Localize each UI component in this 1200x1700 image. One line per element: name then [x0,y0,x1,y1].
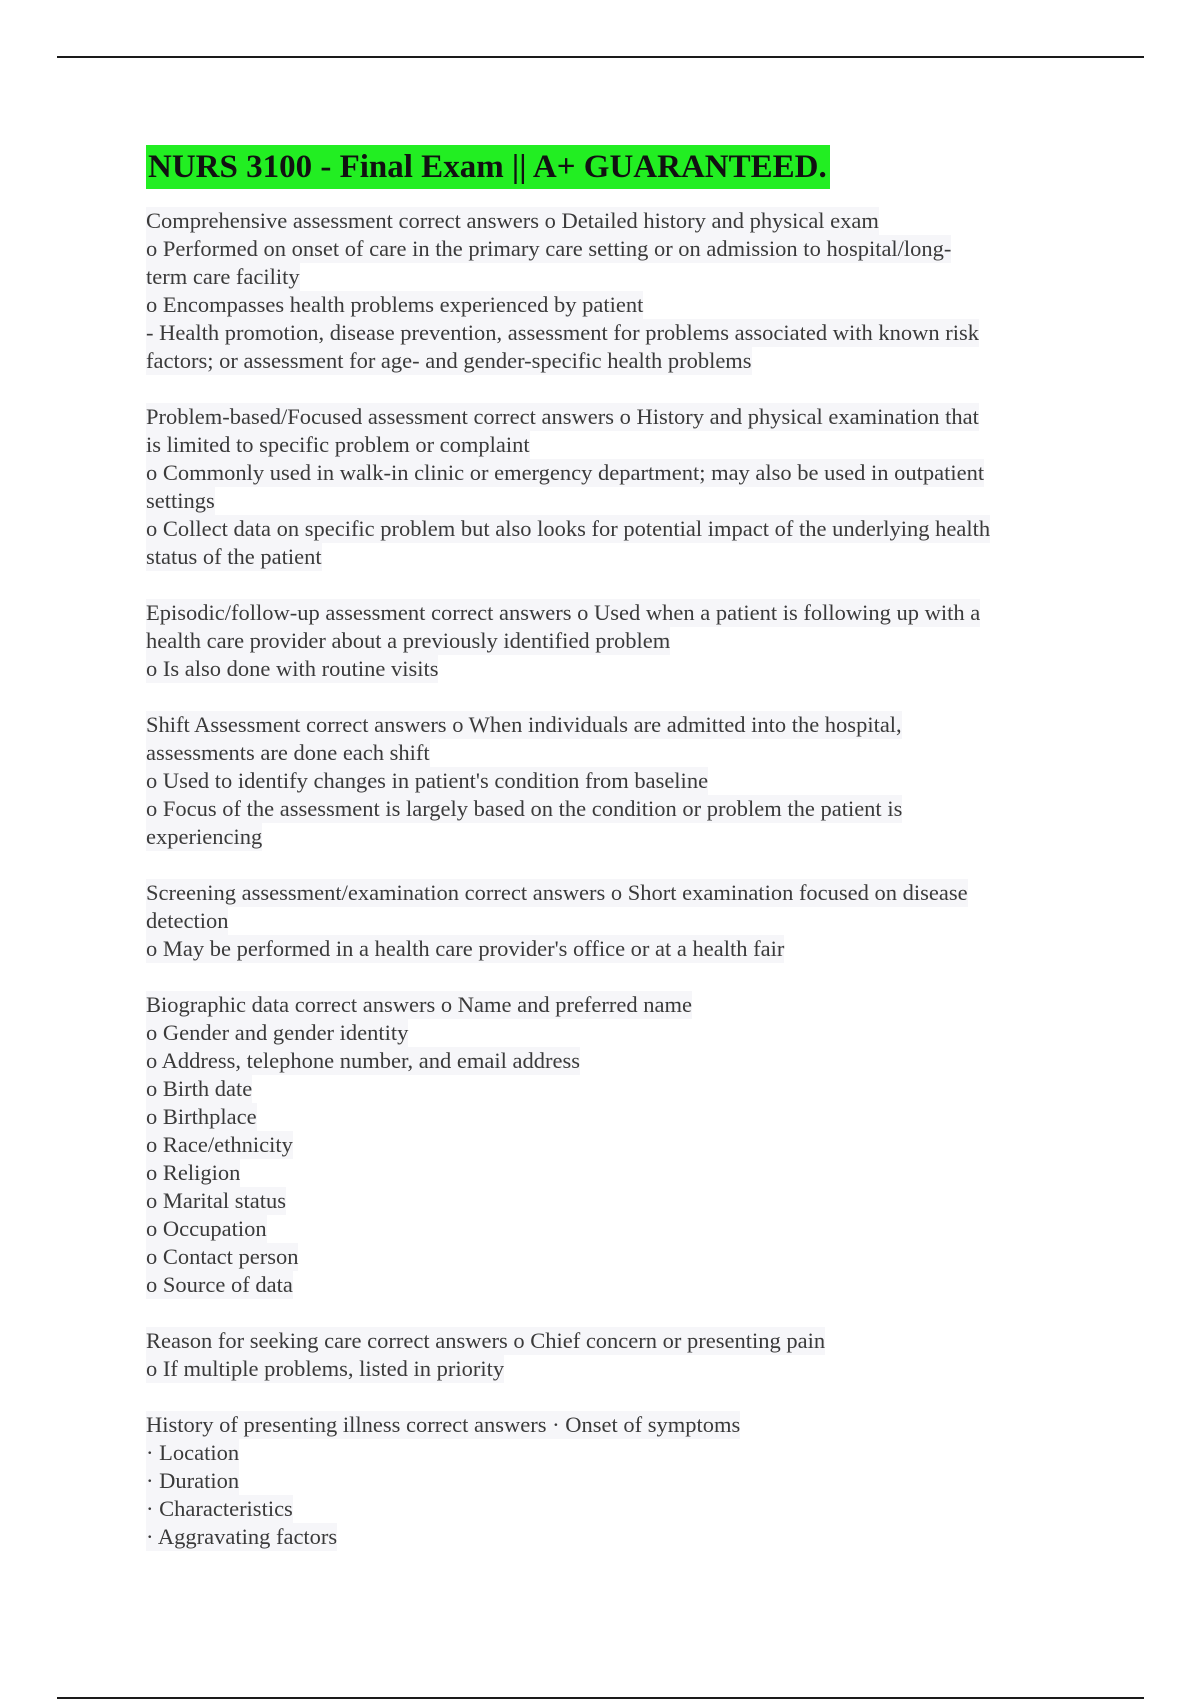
qa-section [146,1411,1066,1551]
text-line: assessments are done each shift [146,740,430,765]
text-line: Shift Assessment correct answers o When individuals are admitted into the hospital, [146,712,902,737]
text-line: factors; or assessment for age- and gender-specific health problems [146,348,752,373]
text-line: status of the patient [146,544,322,569]
text-line: detection [146,908,229,933]
text-line: term care facility [146,264,300,289]
text-line: o Address, telephone number, and email address [146,1048,580,1073]
text-line: o Contact person [146,1244,299,1269]
qa-section [146,1327,1066,1383]
text-line: o If multiple problems, listed in priority [146,1356,505,1381]
text-line: o Gender and gender identity [146,1020,409,1045]
document-body [146,145,1066,1579]
text-line: · Location [146,1440,240,1465]
text-line: o Marital status [146,1188,286,1213]
text-line: settings [146,488,215,513]
text-line: o Encompasses health problems experienced by patient [146,292,644,317]
text-line: experiencing [146,824,263,849]
text-line: o Race/ethnicity [146,1132,293,1157]
qa-section [146,711,1066,851]
qa-section [146,207,1066,375]
text-line: Problem-based/Focused assessment correct answers o History and physical examination that [146,404,979,429]
text-line: o Performed on onset of care in the primary care setting or on admission to hospital/long- [146,236,952,261]
text-line: o Used to identify changes in patient's condition from baseline [146,768,709,793]
qa-section [146,403,1066,571]
text-line: o Source of data [146,1272,293,1297]
text-line: History of presenting illness correct answers · Onset of symptoms [146,1412,741,1437]
bottom-rule [57,1697,1144,1699]
qa-section [146,599,1066,683]
document-title: NURS 3100 - Final Exam || A+ GUARANTEED. [146,145,830,189]
text-line: o Collect data on specific problem but also looks for potential impact of the underlying health [146,516,991,541]
text-line: o Religion [146,1160,241,1185]
text-line: o Is also done with routine visits [146,656,439,681]
top-rule [57,56,1144,58]
text-line: Episodic/follow-up assessment correct answers o Used when a patient is following up with a [146,600,981,625]
text-line: o Commonly used in walk-in clinic or emergency department; may also be used in outpatient [146,460,985,485]
text-line: · Characteristics [146,1496,293,1521]
sections-container [146,207,1066,1551]
text-line: o Occupation [146,1216,267,1241]
text-line: · Aggravating factors [146,1524,338,1549]
text-line: o Birth date [146,1076,253,1101]
text-line: Biographic data correct answers o Name and preferred name [146,992,692,1017]
text-line: - Health promotion, disease prevention, assessment for problems associated with known risk [146,320,979,345]
text-line: · Duration [146,1468,240,1493]
text-line: Comprehensive assessment correct answers o Detailed history and physical exam [146,208,879,233]
text-line: o May be performed in a health care provider's office or at a health fair [146,936,785,961]
text-line: Screening assessment/examination correct answers o Short examination focused on disease [146,880,968,905]
text-line: Reason for seeking care correct answers o Chief concern or presenting pain [146,1328,826,1353]
text-line: o Focus of the assessment is largely based on the condition or problem the patient is [146,796,903,821]
qa-section [146,879,1066,963]
text-line: health care provider about a previously identified problem [146,628,671,653]
text-line: is limited to specific problem or complaint [146,432,530,457]
text-line: o Birthplace [146,1104,257,1129]
qa-section [146,991,1066,1299]
